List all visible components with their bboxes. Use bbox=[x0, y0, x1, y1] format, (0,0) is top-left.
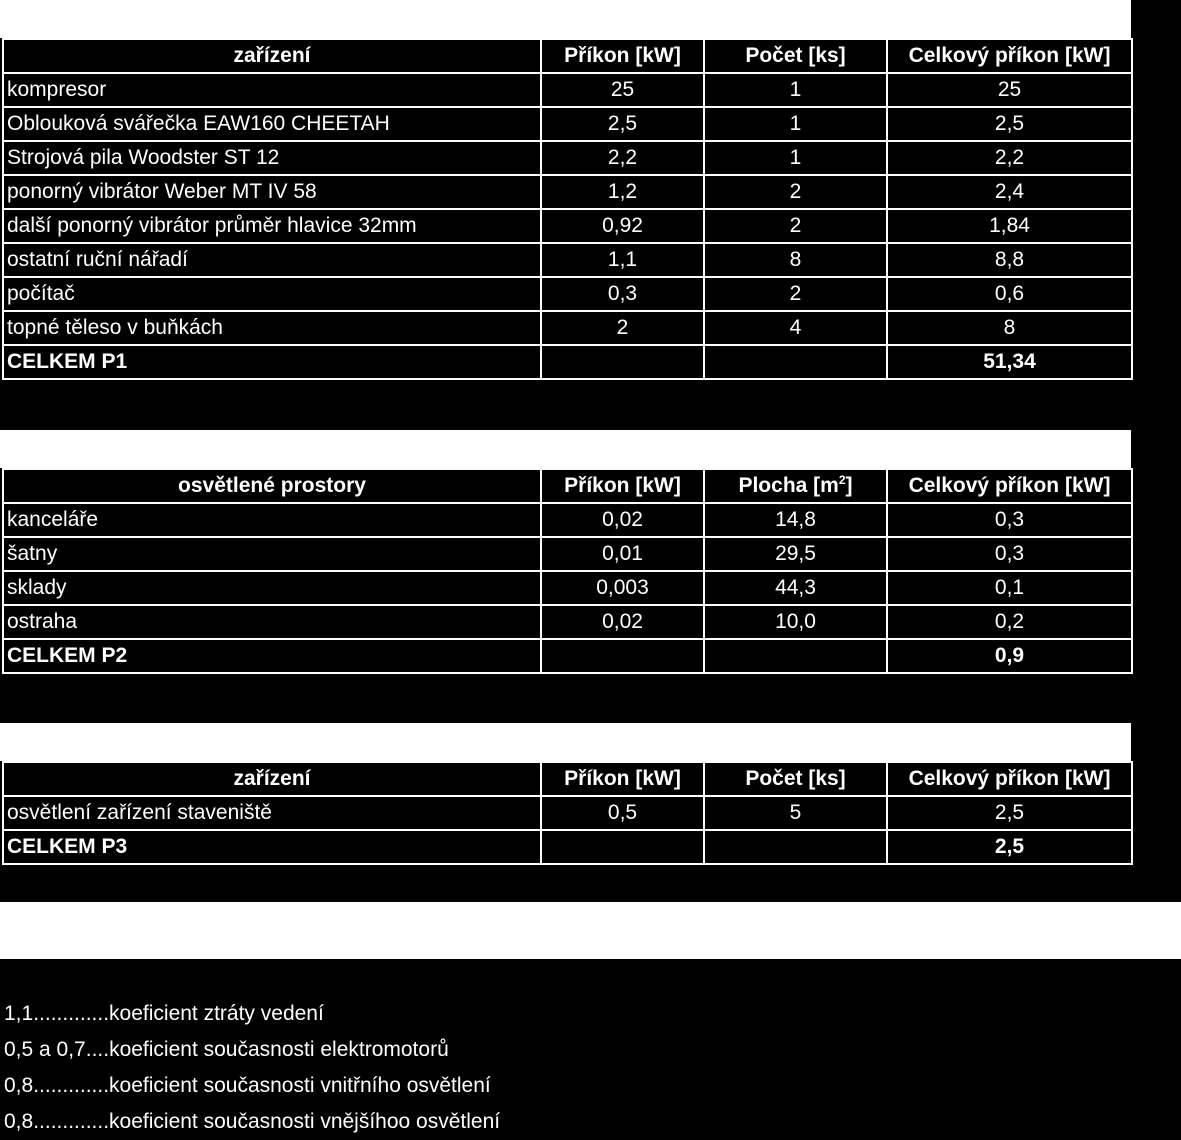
table-cell: 5 bbox=[704, 796, 887, 830]
table-header-row bbox=[3, 39, 1132, 73]
table-cell: 0,5 bbox=[541, 796, 704, 830]
table-cell: 1 bbox=[704, 107, 887, 141]
table-cell: 0,3 bbox=[541, 277, 704, 311]
table-row bbox=[3, 107, 1132, 141]
column-header: Celkový příkon [kW] bbox=[887, 39, 1132, 73]
table-row bbox=[3, 277, 1132, 311]
table-row bbox=[3, 209, 1132, 243]
table-cell: ostraha bbox=[3, 605, 541, 639]
table-cell: 2,5 bbox=[887, 796, 1132, 830]
table-cell: ponorný vibrátor Weber MT IV 58 bbox=[3, 175, 541, 209]
table-row bbox=[3, 73, 1132, 107]
area-unit-suffix: ] bbox=[845, 474, 853, 497]
table-cell: 0,1 bbox=[887, 571, 1132, 605]
column-header: Příkon [kW] bbox=[541, 762, 704, 796]
table-cell: kanceláře bbox=[3, 503, 541, 537]
empty-cell bbox=[541, 830, 704, 864]
total-row bbox=[3, 639, 1132, 673]
column-header: zařízení bbox=[3, 762, 541, 796]
coefficient-notes bbox=[4, 996, 500, 1140]
table-cell: 1,84 bbox=[887, 209, 1132, 243]
total-value: 0,9 bbox=[887, 639, 1132, 673]
empty-cell bbox=[541, 345, 704, 379]
total-value: 51,34 bbox=[887, 345, 1132, 379]
column-header: zařízení bbox=[3, 39, 541, 73]
table-cell: 2,4 bbox=[887, 175, 1132, 209]
area-unit-exponent: 2 bbox=[838, 473, 846, 487]
table-cell: 0,6 bbox=[887, 277, 1132, 311]
gap-white-band-1 bbox=[0, 430, 1131, 468]
table-cell: počítač bbox=[3, 277, 541, 311]
column-header: osvětlené prostory bbox=[3, 469, 541, 503]
table-cell: Oblouková svářečka EAW160 CHEETAH bbox=[3, 107, 541, 141]
spacer-row bbox=[3, 379, 1132, 411]
column-header: Počet [ks] bbox=[704, 39, 887, 73]
table-row bbox=[3, 605, 1132, 639]
column-header: Počet [ks] bbox=[704, 762, 887, 796]
table-cell: 2 bbox=[704, 277, 887, 311]
column-header-area bbox=[704, 469, 887, 503]
table-row bbox=[3, 796, 1132, 830]
table-cell: ostatní ruční nářadí bbox=[3, 243, 541, 277]
table-row bbox=[3, 571, 1132, 605]
total-label: CELKEM P1 bbox=[3, 345, 541, 379]
column-header: Celkový příkon [kW] bbox=[887, 762, 1132, 796]
gap-white-band-2 bbox=[0, 723, 1131, 761]
table-cell: kompresor bbox=[3, 73, 541, 107]
table-cell: 25 bbox=[541, 73, 704, 107]
table-cell: topné těleso v buňkách bbox=[3, 311, 541, 345]
table-row bbox=[3, 243, 1132, 277]
empty-cell bbox=[704, 345, 887, 379]
note-line: 0,5 a 0,7....koeficient současnosti elektromotorů bbox=[4, 1038, 449, 1061]
total-row bbox=[3, 830, 1132, 864]
table-cell: sklady bbox=[3, 571, 541, 605]
total-row bbox=[3, 345, 1132, 379]
table-cell: 1,2 bbox=[541, 175, 704, 209]
table-cell: 2,2 bbox=[541, 141, 704, 175]
site-lighting-table bbox=[2, 761, 1133, 865]
table-cell: 0,02 bbox=[541, 503, 704, 537]
total-value: 2,5 bbox=[887, 830, 1132, 864]
table-cell: 2 bbox=[704, 209, 887, 243]
table-header-row bbox=[3, 762, 1132, 796]
table-header-row bbox=[3, 469, 1132, 503]
table-cell: 25 bbox=[887, 73, 1132, 107]
lighting-power-table bbox=[2, 468, 1133, 705]
table-cell: 0,92 bbox=[541, 209, 704, 243]
table-cell: 0,3 bbox=[887, 537, 1132, 571]
column-header: Příkon [kW] bbox=[541, 39, 704, 73]
column-header: Celkový příkon [kW] bbox=[887, 469, 1132, 503]
table-cell: 0,01 bbox=[541, 537, 704, 571]
separator-white-band bbox=[0, 902, 1181, 959]
table-cell: 29,5 bbox=[704, 537, 887, 571]
table-cell: Strojová pila Woodster ST 12 bbox=[3, 141, 541, 175]
column-header: Příkon [kW] bbox=[541, 469, 704, 503]
total-label: CELKEM P3 bbox=[3, 830, 541, 864]
note-line: 0,8.............koeficient současnosti vnitřního osvětlení bbox=[4, 1074, 491, 1097]
table-cell: 44,3 bbox=[704, 571, 887, 605]
table-row bbox=[3, 537, 1132, 571]
spacer-row bbox=[3, 673, 1132, 705]
table-cell: 1 bbox=[704, 73, 887, 107]
table-cell: 10,0 bbox=[704, 605, 887, 639]
table-row bbox=[3, 503, 1132, 537]
table-cell: 0,02 bbox=[541, 605, 704, 639]
equipment-power-table bbox=[2, 38, 1133, 411]
table-cell: 2,2 bbox=[887, 141, 1132, 175]
note-line: 1,1.............koeficient ztráty vedení bbox=[4, 1002, 324, 1025]
table-cell: další ponorný vibrátor průměr hlavice 32mm bbox=[3, 209, 541, 243]
table-cell: 2,5 bbox=[541, 107, 704, 141]
table-row bbox=[3, 141, 1132, 175]
note-line: 0,8.............koeficient současnosti vnějšíhoo osvětlení bbox=[4, 1110, 501, 1133]
table-cell: 2 bbox=[541, 311, 704, 345]
table-cell: 0,3 bbox=[887, 503, 1132, 537]
table-row bbox=[3, 175, 1132, 209]
table-cell: 2 bbox=[704, 175, 887, 209]
table-cell: 0,2 bbox=[887, 605, 1132, 639]
table-row bbox=[3, 311, 1132, 345]
table-cell: osvětlení zařízení staveniště bbox=[3, 796, 541, 830]
area-unit-prefix: Plocha [m bbox=[738, 474, 839, 497]
table-cell: 8 bbox=[887, 311, 1132, 345]
table-cell: 14,8 bbox=[704, 503, 887, 537]
table-cell: 1 bbox=[704, 141, 887, 175]
table-cell: 0,003 bbox=[541, 571, 704, 605]
total-label: CELKEM P2 bbox=[3, 639, 541, 673]
table-cell: 2,5 bbox=[887, 107, 1132, 141]
table-cell: 8 bbox=[704, 243, 887, 277]
top-white-band bbox=[0, 0, 1131, 38]
empty-cell bbox=[704, 639, 887, 673]
table-cell: 1,1 bbox=[541, 243, 704, 277]
empty-cell bbox=[704, 830, 887, 864]
empty-cell bbox=[541, 639, 704, 673]
table-cell: 8,8 bbox=[887, 243, 1132, 277]
table-cell: 4 bbox=[704, 311, 887, 345]
table-cell: šatny bbox=[3, 537, 541, 571]
